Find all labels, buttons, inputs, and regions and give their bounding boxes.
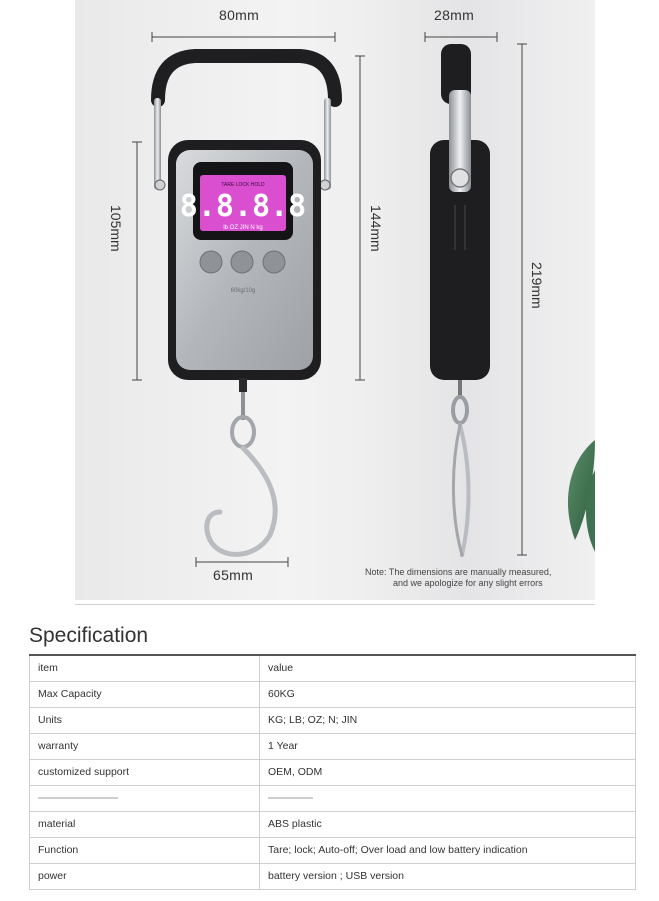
scale-illustration bbox=[75, 0, 595, 600]
dim-top-width: 80mm bbox=[219, 7, 260, 23]
dim-bottom-width: 65mm bbox=[213, 567, 254, 583]
spec-heading: Specification bbox=[29, 624, 149, 647]
table-header-row bbox=[30, 655, 636, 681]
dim-side-depth: 28mm bbox=[434, 7, 475, 23]
row-value: 60KG bbox=[260, 681, 636, 707]
table-row-obscured bbox=[30, 785, 636, 811]
row-value: Tare; lock; Auto-off; Over load and low battery indication bbox=[260, 837, 636, 863]
row-key: Function bbox=[30, 837, 260, 863]
row-value: battery version ; USB version bbox=[260, 863, 636, 889]
table-row bbox=[30, 733, 636, 759]
table-row bbox=[30, 681, 636, 707]
unit-button bbox=[263, 251, 285, 273]
spec-table bbox=[29, 654, 636, 890]
row-value: KG; LB; OZ; N; JIN bbox=[260, 707, 636, 733]
dim-body-height: 105mm bbox=[108, 205, 124, 252]
row-key: Units bbox=[30, 707, 260, 733]
power-button bbox=[231, 251, 253, 273]
row-key: power bbox=[30, 863, 260, 889]
section-divider bbox=[75, 604, 595, 605]
row-key: material bbox=[30, 811, 260, 837]
scale-front bbox=[154, 56, 335, 554]
note-line-1: Note: The dimensions are manually measured, bbox=[365, 567, 552, 577]
row-key: customized support bbox=[30, 759, 260, 785]
dimension-note bbox=[365, 567, 595, 589]
row-value: 1 Year bbox=[260, 733, 636, 759]
tare-button bbox=[200, 251, 222, 273]
display-digits: 8.8.8.8 bbox=[179, 189, 307, 224]
note-line-2: and we apologize for any slight errors bbox=[393, 578, 543, 588]
table-row bbox=[30, 811, 636, 837]
header-key: item bbox=[30, 655, 260, 681]
row-key: Max Capacity bbox=[30, 681, 260, 707]
plant-decor bbox=[568, 440, 595, 560]
table-row bbox=[30, 759, 636, 785]
scale-side bbox=[430, 44, 490, 555]
display-unit-labels: lb OZ JIN N kg bbox=[223, 225, 263, 231]
product-photo bbox=[75, 0, 595, 600]
table-row bbox=[30, 863, 636, 889]
row-value-obscured bbox=[260, 785, 636, 811]
row-key: warranty bbox=[30, 733, 260, 759]
table-row bbox=[30, 837, 636, 863]
row-value: ABS plastic bbox=[260, 811, 636, 837]
header-value: value bbox=[260, 655, 636, 681]
capacity-print: 60kg/10g bbox=[230, 288, 256, 294]
display-top-labels: TARE LOCK HOLD bbox=[221, 182, 265, 188]
row-value: OEM, ODM bbox=[260, 759, 636, 785]
dim-total-body-height: 144mm bbox=[368, 205, 384, 252]
table-row bbox=[30, 707, 636, 733]
row-key-obscured bbox=[30, 785, 260, 811]
dim-total-height: 219mm bbox=[529, 262, 545, 309]
